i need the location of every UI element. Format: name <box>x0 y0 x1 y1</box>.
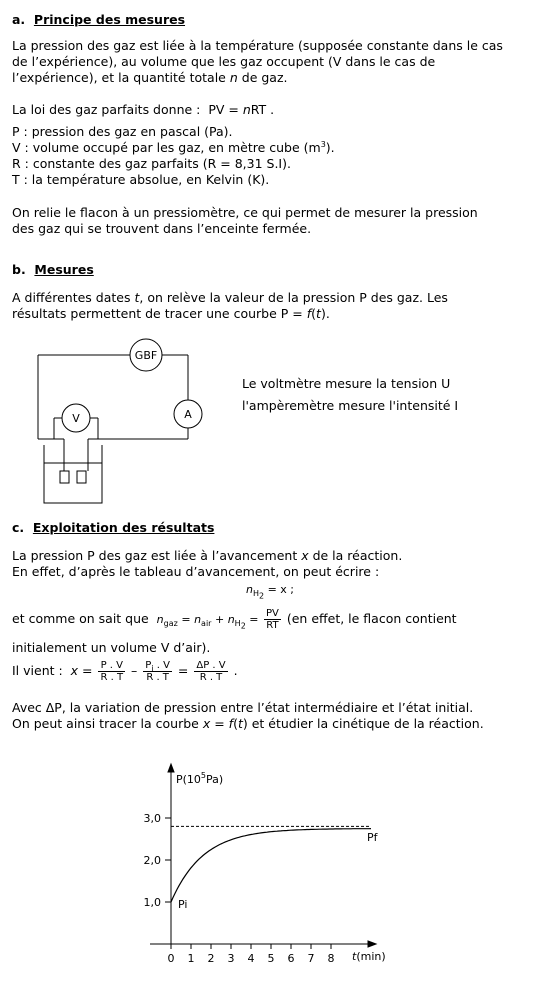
x-tick-label: 1 <box>187 952 195 965</box>
section-c-letter: c. <box>12 520 25 535</box>
electrode-right <box>77 471 86 483</box>
x-tick-label: 0 <box>167 952 175 965</box>
section-a-letter: a. <box>12 12 26 27</box>
section-a-p2-line1: On relie le flacon à un pressiomètre, ce qui permet de mesurer la pression <box>12 205 478 220</box>
y-axis-arrow <box>168 764 174 772</box>
beaker <box>44 445 102 503</box>
section-a-p1-line1: La pression des gaz est liée à la température (supposée constante dans le cas <box>12 38 503 53</box>
section-c-line5: Il vient : x = $\frac{P . V}{R . T}$ – $\frac{P_i . V}{R . T}$ = $\frac{\Delta P . V}{R . T}$ . <box>12 660 238 683</box>
section-b-line2: résultats permettent de tracer une courbe P = f(t). <box>12 306 330 321</box>
x-tick-label: 6 <box>287 952 295 965</box>
fraction-dpv: $\frac{\Delta P . V}{R . T}$ <box>196 660 226 683</box>
section-c-line4: initialement un volume V d’air). <box>12 640 211 655</box>
pf-label: Pf <box>367 831 378 844</box>
voltmeter-label: V <box>72 412 80 425</box>
x-tick-label: 2 <box>207 952 215 965</box>
pressure-curve <box>171 829 371 902</box>
section-a-p2-line2: des gaz qui se trouvent dans l’enceinte fermée. <box>12 221 312 236</box>
section-c-line6: Avec ΔP, la variation de pression entre l’état intermédiaire et l’état initial. <box>12 700 474 715</box>
section-c-heading <box>12 520 214 535</box>
x-tick-label: 8 <box>327 952 335 965</box>
y-tick-label: 1,0 <box>143 896 161 909</box>
section-b-line1: A différentes dates t, on relève la valeur de la pression P des gaz. Les <box>12 290 448 305</box>
def-v: V : volume occupé par les gaz, en mètre cube $(m^3)$. <box>12 139 335 155</box>
pressure-chart <box>120 762 410 977</box>
electrode-left <box>60 471 69 483</box>
section-a-p1-line2: de l’expérience), au volume que les gaz occupent (V dans le cas de <box>12 54 436 69</box>
section-c-line2: En effet, d’après le tableau d’avancement, on peut écrire : <box>12 564 380 579</box>
section-c-line3: et comme on sait que $n_{gaz} = n_{air} + n_{H_2}$ = $\frac{PV}{RT}$ (en effet, le flacon contient <box>12 608 457 631</box>
equation-nh2: $n_{H_2} = x$ ; <box>246 583 295 601</box>
x-axis-label: t(min) <box>352 950 386 963</box>
y-tick-label: 2,0 <box>143 854 161 867</box>
y-axis-label: $P(10^5Pa)$ <box>176 771 224 786</box>
section-c-title: Exploitation des résultats <box>32 520 215 535</box>
x-tick-label: 3 <box>227 952 235 965</box>
section-a-heading <box>12 12 185 27</box>
def-r: R : constante des gaz parfaits (R = 8,31 S.I). <box>12 156 291 171</box>
fraction-pv: $\frac{P . V}{R . T}$ <box>100 660 124 683</box>
gas-law-line: La loi des gaz parfaits donne : PV = nRT . <box>12 102 275 117</box>
ammeter-note: l'ampèremètre mesure l'intensité I <box>242 398 459 413</box>
pi-label: Pi <box>178 898 188 911</box>
section-b-heading <box>12 262 94 277</box>
section-c-line1: La pression P des gaz est liée à l’avancement x de la réaction. <box>12 548 403 563</box>
x-tick-label: 4 <box>247 952 255 965</box>
section-c-line7: On peut ainsi tracer la courbe x = f(t) et étudier la cinétique de la réaction. <box>12 716 484 731</box>
gbf-label: GBF <box>134 349 158 362</box>
section-b-title: Mesures <box>34 262 94 277</box>
def-t: T : la température absolue, en Kelvin (K). <box>12 172 270 187</box>
x-tick-label: 7 <box>307 952 315 965</box>
x-axis-arrow <box>368 941 376 947</box>
fraction-pv-rt: $\frac{PV}{RT}$ <box>266 608 279 631</box>
circuit-diagram <box>30 335 210 505</box>
fraction-piv: $\frac{P_i . V}{R . T}$ <box>145 660 170 683</box>
section-b-letter: b. <box>12 262 26 277</box>
def-p: P : pression des gaz en pascal (Pa). <box>12 124 233 139</box>
voltmeter-note: Le voltmètre mesure la tension U <box>242 376 451 391</box>
section-a-title: Principe des mesures <box>33 12 186 27</box>
ammeter-label: A <box>184 408 192 421</box>
x-tick-label: 5 <box>267 952 275 965</box>
y-tick-label: 3,0 <box>143 812 161 825</box>
section-a-p1-line3: l’expérience), et la quantité totale n de gaz. <box>12 70 288 85</box>
